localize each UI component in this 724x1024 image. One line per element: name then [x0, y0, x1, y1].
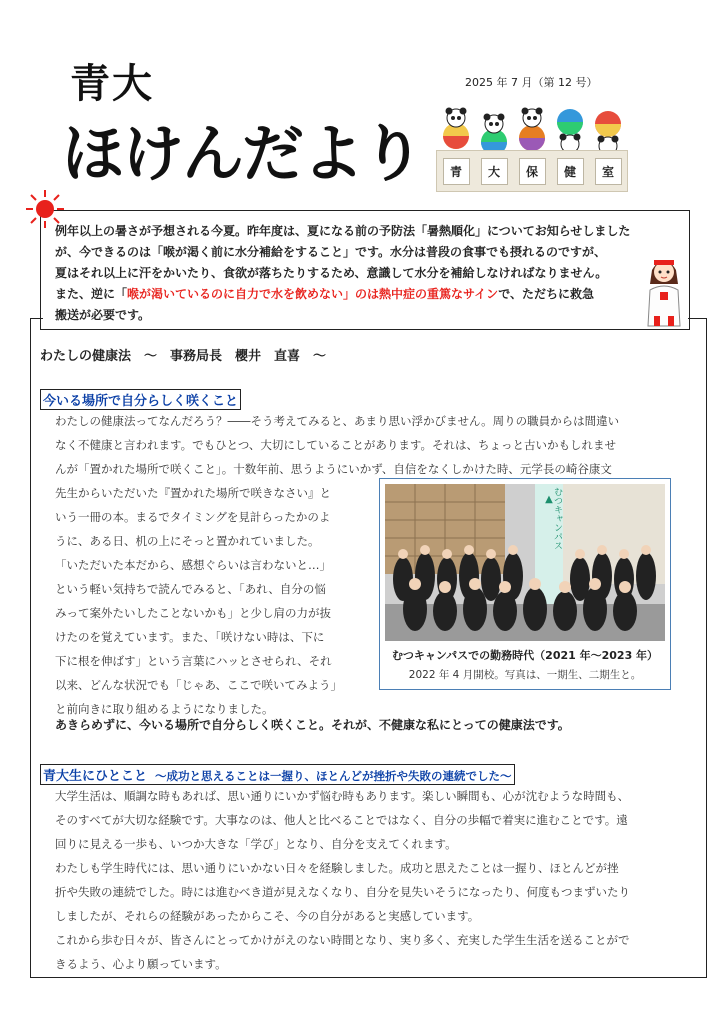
text-line: けたのを覚えています。また、「咲けない時は、下に — [55, 630, 325, 644]
office-char: 青 — [443, 158, 470, 185]
office-char: 保 — [519, 158, 546, 185]
section-title-text: 青大生にひとこと — [43, 769, 148, 784]
heatstroke-notice-box — [40, 210, 690, 330]
notice-line: 夏はそれ以上に汗をかいたり、食欲が落ちたりするため、意識して水分を補給しなければなりません。 — [55, 266, 608, 280]
office-char: 室 — [595, 158, 622, 185]
text-line: 折や失敗の連続でした。時には進むべき道が見えなくなり、自分を見失いそうになったり、何度もつまずいたり — [55, 885, 630, 899]
text-line: と前向きに取り組めるようになりました。 — [55, 702, 274, 716]
sun-icon — [24, 188, 66, 230]
text-line: うに、ある日、机の上にそっと置かれていました。 — [55, 534, 320, 548]
notice-line — [55, 284, 643, 305]
text-line: これから歩む日々が、皆さんにとってかけがえのない時間となり、実り多く、充実した学生生活を送ることがで — [55, 933, 630, 947]
text-line: わたしの健康法ってなんだろう？――そう考えてみると、あまり思い浮かびません。周りの職員からは間違い — [55, 414, 620, 428]
text-line: わたしも学生時代には、思い通りにいかない日々を経験しました。成功と思えたことは一握り、ほとんどが挫 — [55, 861, 619, 875]
notice-line: が、今できるのは「喉が渇く前に水分補給をすること」です。水分は普段の食事でも摂れるのですが、 — [55, 245, 607, 259]
text-line: なく不健康と言われます。でもひとつ、大切にしていることがあります。それは、ちょっと古いかもしれませ — [55, 438, 616, 452]
health-office-sign — [436, 150, 628, 192]
svg-text:▲: ▲ — [545, 494, 553, 505]
section-title-message — [40, 764, 515, 785]
text-line: そのすべてが大切な経験です。大事なのは、他人と比べることではなく、自分の歩幅で着実に進むことです。遠 — [55, 813, 628, 827]
text-line: みって案外たいしたことないかも」と少し肩の力が抜 — [55, 606, 331, 620]
notice-text: また、逆に「 — [55, 287, 128, 301]
group-photo — [385, 484, 665, 641]
text-line: 大学生活は、順調な時もあれば、思い通りにいかず悩む時もあります。楽しい瞬間も、心が沈むような時間も、 — [55, 789, 630, 803]
notice-line: 例年以上の暑さが予想される今夏。昨年度は、夏になる前の予防法「暑熱順化」についてお知らせしました — [55, 224, 631, 238]
photo-caption: むつキャンパスでの勤務時代（2021 年～2023 年） — [391, 649, 659, 662]
text-line: いう一冊の本。まるでタイミングを見計らったかのよ — [55, 510, 331, 524]
text-line: しましたが、それらの経験があったからこそ、今の自分があると実感しています。 — [55, 909, 480, 923]
campus-sign-text: むつキャンパス — [552, 487, 562, 550]
section-title-bloom: 今いる場所で自分らしく咲くこと — [40, 389, 241, 410]
text-line: 下に根を伸ばす」という言葉にハッとさせられ、それ — [55, 654, 332, 668]
article-paragraph-2 — [55, 784, 630, 976]
section-subtitle: ～成功と思えることは一握り、ほとんどが挫折や失敗の連続でした～ — [155, 769, 512, 783]
notice-line: 搬送が必要です。 — [55, 308, 151, 322]
text-line: んが「置かれた場所で咲くこと」。十数年前、思うようにいかず、自信をなくしかけた時、元学長の崎谷康文 — [55, 462, 612, 476]
text-line: 以来、どんな状況でも「じゃあ、ここで咲いてみよう」 — [55, 678, 343, 692]
text-line: きるよう、心より願っています。 — [55, 957, 227, 971]
text-line: 先生からいただいた『置かれた場所で咲きなさい』と — [55, 486, 331, 500]
text-line: 「いただいた本だから、感想ぐらいは言わないと…」 — [55, 558, 331, 572]
newsletter-title: ほけんだより — [62, 117, 423, 190]
text-line: 回りに見える一歩も、いつか大きな「学び」となり、自分を支えてくれます。 — [55, 837, 457, 851]
text-line: という軽い気持ちで読んでみると、「あれ、自分の悩 — [55, 582, 326, 596]
notice-text: で、ただちに救急 — [498, 287, 594, 301]
office-char: 健 — [557, 158, 584, 185]
photo-subcaption: 2022 年 4 月開校。写真は、一期生、二期生と。 — [408, 669, 642, 681]
article-summary: あきらめずに、今いる場所で自分らしく咲くこと。それが、不健康な私にとっての健康法です。 — [55, 718, 570, 732]
newsletter-org-title: 青大 — [70, 61, 154, 107]
issue-date: 2025 年 7 月（第 12 号） — [465, 76, 598, 89]
photo-card — [379, 478, 671, 690]
article-headline: わたしの健康法 ～ 事務局長 櫻井 直喜 ～ — [40, 349, 327, 364]
notice-warning-text: 喉が渇いているのに自力で水を飲めない」のは熱中症の重篤なサイン — [127, 287, 499, 301]
office-char: 大 — [481, 158, 508, 185]
